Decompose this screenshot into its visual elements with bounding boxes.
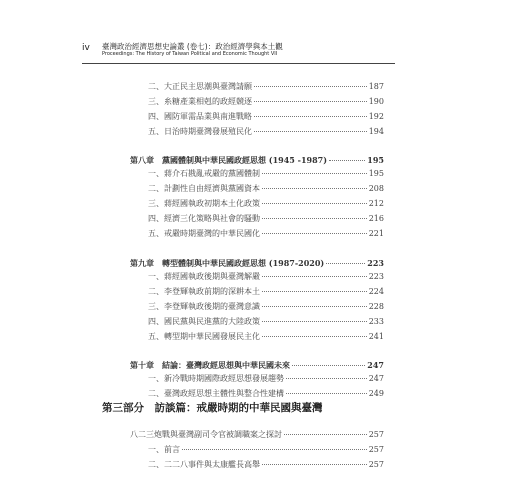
toc-section-row (148, 373, 384, 384)
toc-section-row (148, 213, 384, 224)
toc-leader-dots (284, 433, 367, 435)
toc-entry-title: 二、臺灣政經思想主體性與整合性建構 (148, 389, 284, 398)
toc-leader-dots (254, 115, 367, 117)
toc-page-number: 194 (368, 127, 384, 136)
toc-entry-title: 三、糸糖產業相剋的政經競逐 (148, 97, 252, 106)
toc-page-number: 195 (368, 169, 384, 178)
toc-leader-dots (262, 232, 367, 234)
toc-section-row (148, 388, 384, 399)
toc-leader-dots (182, 448, 367, 450)
toc-leader-dots (262, 202, 367, 204)
toc-leader-dots (292, 364, 365, 366)
toc-page-number: 241 (368, 332, 384, 341)
toc-section-row (148, 96, 384, 107)
toc-section-row (130, 429, 384, 440)
header-rule (82, 63, 395, 64)
toc-leader-dots (286, 392, 367, 394)
toc-entry-title: 第九章 轉型體制與中華民國政經思想 (1987-2020) (130, 258, 325, 268)
toc-page-number: 192 (368, 112, 384, 121)
toc-section-row (148, 316, 384, 327)
toc-chapter-row (130, 155, 384, 166)
toc-chapter-row (130, 258, 384, 269)
toc-page-number: 257 (368, 445, 384, 454)
toc-leader-dots (254, 100, 367, 102)
toc-leader-dots (254, 130, 367, 132)
toc-page-number: 224 (368, 287, 384, 296)
toc-leader-dots (329, 159, 365, 161)
toc-section-row (148, 271, 384, 282)
toc-leader-dots (262, 187, 367, 189)
toc-section-row (148, 168, 384, 179)
toc-section-row (148, 183, 384, 194)
page-number: iv (82, 43, 90, 53)
toc-entry-title: 二、大正民主思潮與臺灣請願 (148, 82, 252, 91)
toc-entry-title: 一、新冷戰時期國際政經思想發展趨勢 (148, 374, 284, 383)
toc-page-number: 228 (368, 302, 384, 311)
toc-leader-dots (262, 172, 367, 174)
toc-leader-dots (254, 85, 367, 87)
toc-page-number: 233 (368, 317, 384, 326)
toc-page-number: 247 (367, 360, 384, 370)
toc-leader-dots (262, 275, 367, 277)
toc-section-row (148, 81, 384, 92)
toc-section-row (148, 301, 384, 312)
toc-entry-title: 五、戒嚴時期臺灣的中華民國化 (148, 229, 260, 238)
toc-entry-title: 八二三炮戰與臺灣副司令官被調職案之探討 (130, 430, 282, 439)
toc-section-row (148, 198, 384, 209)
toc-page-number: 223 (368, 272, 384, 281)
toc-section-row (148, 126, 384, 137)
toc-page-number: 208 (368, 184, 384, 193)
toc-leader-dots (262, 463, 367, 465)
toc-page-number: 190 (368, 97, 384, 106)
toc-section-row (148, 331, 384, 342)
toc-entry-title: 五、日治時期臺灣發展殖民化 (148, 127, 252, 136)
toc-page-number: 223 (367, 258, 384, 268)
toc-page-number: 247 (368, 374, 384, 383)
toc-entry-title: 一、前言 (148, 445, 180, 454)
toc-entry-title: 二、李登輝執政前期的深耕本土 (148, 287, 260, 296)
toc-leader-dots (262, 305, 367, 307)
toc-entry-title: 二、計劃性自由經濟與黨國資本 (148, 184, 260, 193)
toc-entry-title: 一、蔣經國執政後期與臺灣解嚴 (148, 272, 260, 281)
toc-entry-title: 二、二二八事件與太康艦長高舉 (148, 460, 260, 469)
toc-section-row (148, 444, 384, 455)
toc-page-number: 221 (368, 229, 384, 238)
toc-section-row (148, 286, 384, 297)
toc-leader-dots (326, 262, 365, 264)
toc-leader-dots (286, 377, 367, 379)
toc-leader-dots (262, 335, 367, 337)
toc-entry-title: 三、李登輝執政後期的臺灣意識 (148, 302, 260, 311)
toc-page-number: 216 (368, 214, 384, 223)
toc-entry-title: 四、國防軍需品業與南進戰略 (148, 112, 252, 121)
toc-entry-title: 三、蔣經國執政初期本土化政策 (148, 199, 260, 208)
toc-entry-title: 第十章 結論：臺灣政經思想與中華民國未來 (130, 360, 290, 370)
toc-page-number: 249 (368, 389, 384, 398)
toc-chapter-row (130, 360, 384, 371)
toc-leader-dots (262, 290, 367, 292)
running-header (102, 42, 482, 58)
toc-page-number: 257 (368, 430, 384, 439)
toc-entry-title: 五、轉型期中華民國發展民主化 (148, 332, 260, 341)
toc-section-row (148, 228, 384, 239)
book-title: 臺灣政治經濟思想史論叢 (卷七)：政治經濟學與本土觀 (102, 42, 283, 51)
toc-entry-title: 四、國民黨與民進黨的大陸政策 (148, 317, 260, 326)
book-subtitle: Proceedings: The History of Taiwan Political and Economic Thought VII (102, 51, 278, 57)
toc-entry-title: 四、經濟三化策略與社會的騷動 (148, 214, 260, 223)
toc-page-number: 195 (367, 155, 384, 165)
toc-leader-dots (262, 217, 367, 219)
toc-section-row (148, 459, 384, 470)
toc-entry-title: 第八章 黨國體制與中華民國政經思想 (1945 -1987) (130, 155, 327, 165)
toc-page-number: 257 (368, 460, 384, 469)
toc-leader-dots (262, 320, 367, 322)
toc-entry-title: 一、蔣介石戡亂戒嚴的黨國體制 (148, 169, 260, 178)
toc-page-number: 212 (368, 199, 384, 208)
part-heading: 第三部分 訪談篇：戒嚴時期的中華民國與臺灣 (102, 402, 323, 414)
toc-section-row (148, 111, 384, 122)
toc-page-number: 187 (368, 82, 384, 91)
